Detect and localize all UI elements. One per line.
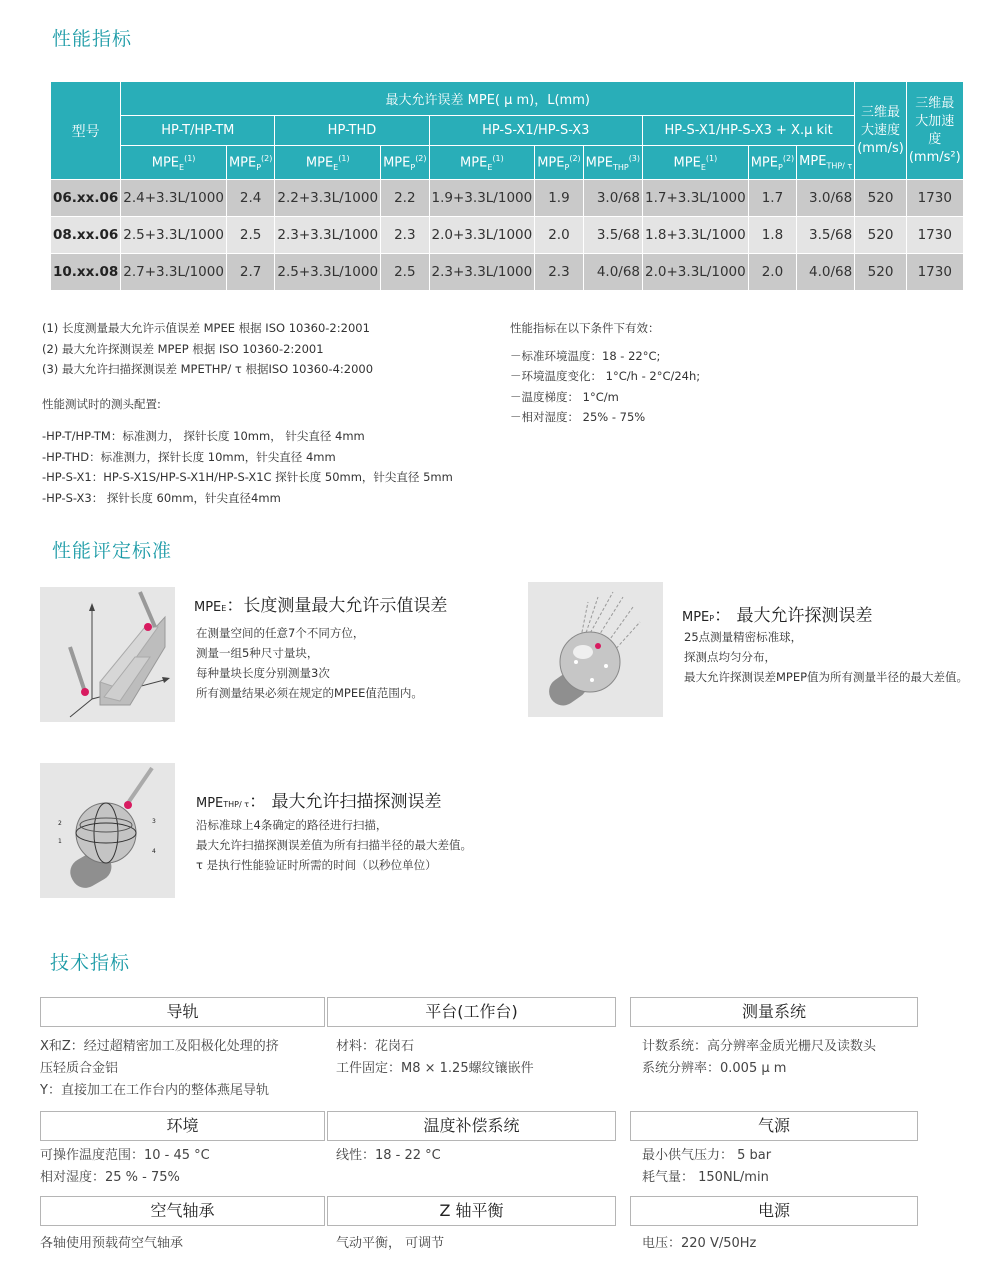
table-cell: 4.0/68	[797, 254, 855, 291]
spec-title: Z 轴平衡	[327, 1196, 616, 1226]
spec-line: 相对湿度：25 % - 75%	[40, 1170, 180, 1185]
config-line: -HP-S-X1：HP-S-X1S/HP-S-X1H/HP-S-X1C 探针长度 50mm，针尖直径 5mm	[42, 470, 453, 484]
spec-line: 材料：花岗石	[336, 1039, 415, 1054]
spec-line: 气动平衡， 可调节	[336, 1236, 445, 1251]
table-cell: 4.0/68	[583, 254, 642, 291]
table-cell: 1.8	[748, 217, 796, 254]
mpee-line: 每种量块长度分别测量3次	[196, 666, 330, 680]
spec-line: X和Z：经过超精密加工及阳极化处理的挤	[40, 1039, 279, 1054]
scanning-sphere-image	[40, 763, 175, 898]
spec-line: 压轻质合金铝	[40, 1061, 119, 1076]
table-cell: 1730	[906, 217, 963, 254]
mpep-line: 25点测量精密标准球，	[684, 630, 803, 644]
spec-body	[40, 1036, 335, 1102]
table-cell: 2.0+3.3L/1000	[643, 254, 749, 291]
conditions-title: 性能指标在以下条件下有效：	[510, 321, 660, 335]
mpethp-line: τ 是执行性能验证时所需的时间（以秒位单位）	[196, 858, 437, 872]
table-cell: 2.3+3.3L/1000	[275, 217, 381, 254]
spec-line: 耗气量： 150NL/min	[642, 1170, 769, 1185]
sub-header-mpethp: $MPE_{THP}^{(3)}$	[583, 146, 642, 180]
table-cell: 2.0	[535, 217, 583, 254]
table-cell: 2.4	[226, 180, 274, 217]
table-cell: 520	[855, 217, 907, 254]
table-cell: 1.7	[748, 180, 796, 217]
sub-header-mpethp-t: $MPE_{THP/ \tau}$	[797, 146, 855, 180]
mpee-title: MPEE：长度测量最大允许示值误差	[194, 596, 448, 616]
config-line: -HP-S-X3： 探针长度 60mm，针尖直径4mm	[42, 490, 281, 505]
spec-line: 可操作温度范围：10 - 45 °C	[40, 1148, 210, 1163]
notes-right	[510, 318, 930, 428]
spec-line: 计数系统：高分辨率金质光栅尺及读数头	[642, 1039, 877, 1054]
table-cell: 1730	[906, 180, 963, 217]
table-cell: 1.9+3.3L/1000	[429, 180, 535, 217]
speed-header: 三维最大速度(mm/s)	[855, 82, 907, 180]
path-label: 4	[152, 848, 156, 855]
group-header-hp-s: HP-S-X1/HP-S-X3	[429, 116, 643, 146]
spec-title: 空气轴承	[40, 1196, 325, 1226]
table-row	[51, 254, 964, 291]
mpethp-title: MPETHP/ τ： 最大允许扫描探测误差	[196, 792, 442, 812]
mpee-line: 在测量空间的任意7个不同方位，	[196, 626, 365, 640]
model-cell: 10.xx.08	[51, 254, 121, 291]
path-label: 2	[58, 820, 62, 827]
condition-line: －环境温度变化： 1°C/h - 2°C/24h;	[510, 369, 701, 383]
table-cell: 2.7+3.3L/1000	[121, 254, 227, 291]
accel-header: 三维最大加速度(mm/s²)	[906, 82, 963, 180]
sub-header-mpep: $MPE_P^{(2)}$	[381, 146, 429, 180]
spec-title: 温度补偿系统	[327, 1111, 616, 1141]
mpep-line: 最大允许探测误差MPEP值为所有测量半径的最大差值。	[684, 670, 969, 684]
gauge-block-image	[40, 587, 175, 722]
sub-header-mpep: $MPE_P^{(2)}$	[226, 146, 274, 180]
note-2: (2) 最大允许探测误差 MPEP 根据 ISO 10360-2:2001	[42, 341, 324, 356]
section-title-performance: 性能指标	[52, 28, 133, 50]
mpee-description	[196, 623, 423, 703]
table-cell: 2.5+3.3L/1000	[275, 254, 381, 291]
spec-title: 环境	[40, 1111, 325, 1141]
sub-header-mpep: $MPE_P^{(2)}$	[748, 146, 796, 180]
group-header-hp-thd: HP-THD	[275, 116, 429, 146]
spec-body	[642, 1233, 940, 1255]
spec-title: 导轨	[40, 997, 325, 1027]
table-cell: 2.5	[381, 254, 429, 291]
table-cell: 3.5/68	[583, 217, 642, 254]
table-cell: 2.5	[226, 217, 274, 254]
sub-header-mpee: $MPE_E^{(1)}$	[429, 146, 535, 180]
spec-line: 电压：220 V/50Hz	[642, 1236, 757, 1251]
spec-title: 气源	[630, 1111, 918, 1141]
mpep-title: MPEP： 最大允许探测误差	[682, 606, 873, 626]
sub-header-mpee: $MPE_E^{(1)}$	[121, 146, 227, 180]
table-cell: 520	[855, 254, 907, 291]
spec-title: 电源	[630, 1196, 918, 1226]
config-title: 性能测试时的测头配置:	[42, 396, 161, 411]
section-title-technical: 技术指标	[50, 952, 131, 974]
table-cell: 1.8+3.3L/1000	[643, 217, 749, 254]
model-cell: 08.xx.06	[51, 217, 121, 254]
path-label: 1	[58, 838, 62, 845]
probing-sphere-image	[528, 582, 663, 717]
spec-body	[40, 1233, 335, 1255]
model-cell: 06.xx.06	[51, 180, 121, 217]
config-line: -HP-THD：标准测力，探针长度 10mm，针尖直径 4mm	[42, 449, 336, 464]
mpee-line: 测量一组5种尺寸量块，	[196, 646, 319, 660]
path-label: 3	[152, 818, 156, 825]
spec-line: 最小供气压力： 5 bar	[642, 1148, 772, 1163]
note-3: (3) 最大允许扫描探测误差 MPETHP/ τ 根据ISO 10360-4:2000	[42, 362, 374, 376]
sub-header-mpee: $MPE_E^{(1)}$	[275, 146, 381, 180]
table-cell: 1.7+3.3L/1000	[643, 180, 749, 217]
table-row	[51, 180, 964, 217]
table-cell: 2.4+3.3L/1000	[121, 180, 227, 217]
spec-line: Y：直接加工在工作台内的整体燕尾导轨	[40, 1083, 269, 1098]
mpe-header: 最大允许误差 MPE( μ m)，L(mm)	[121, 82, 855, 116]
mpethp-line: 最大允许扫描探测误差值为所有扫描半径的最大差值。	[196, 838, 472, 852]
group-header-hp-t: HP-T/HP-TM	[121, 116, 275, 146]
table-cell: 1.9	[535, 180, 583, 217]
group-header-hp-s-kit: HP-S-X1/HP-S-X3 + X.μ kit	[643, 116, 855, 146]
spec-body	[336, 1145, 635, 1167]
table-cell: 2.2+3.3L/1000	[275, 180, 381, 217]
notes-left	[42, 318, 502, 508]
table-row	[51, 217, 964, 254]
spec-body	[642, 1145, 940, 1189]
table-cell: 3.0/68	[797, 180, 855, 217]
spec-line: 系统分辨率：0.005 μ m	[642, 1061, 787, 1076]
note-1: (1) 长度测量最大允许示值误差 MPEE 根据 ISO 10360-2:2001	[42, 321, 370, 335]
spec-line: 各轴使用预载荷空气轴承	[40, 1236, 184, 1251]
condition-line: －标准环境温度：18 - 22°C;	[510, 348, 661, 363]
performance-table	[50, 81, 964, 291]
mpethp-description	[196, 815, 472, 875]
table-cell: 2.2	[381, 180, 429, 217]
table-cell: 3.0/68	[583, 180, 642, 217]
table-cell: 2.3+3.3L/1000	[429, 254, 535, 291]
spec-body	[336, 1233, 635, 1255]
config-line: -HP-T/HP-TM：标准测力， 探针长度 10mm， 针尖直径 4mm	[42, 429, 365, 443]
spec-body	[40, 1145, 335, 1189]
spec-body	[336, 1036, 635, 1080]
spec-title: 平台(工作台)	[327, 997, 616, 1027]
spec-line: 线性：18 - 22 °C	[336, 1148, 441, 1163]
mpep-description	[684, 627, 968, 687]
table-cell: 1730	[906, 254, 963, 291]
spec-body	[642, 1036, 940, 1080]
table-cell: 2.0+3.3L/1000	[429, 217, 535, 254]
sub-header-mpee: $MPE_E^{(1)}$	[643, 146, 749, 180]
spec-title: 测量系统	[630, 997, 918, 1027]
table-cell: 2.3	[535, 254, 583, 291]
mpep-line: 探测点均匀分布，	[684, 650, 776, 664]
spec-line: 工件固定：M8 × 1.25螺纹镶嵌件	[336, 1061, 534, 1076]
table-cell: 3.5/68	[797, 217, 855, 254]
table-cell: 2.7	[226, 254, 274, 291]
table-cell: 2.5+3.3L/1000	[121, 217, 227, 254]
table-cell: 2.0	[748, 254, 796, 291]
section-title-evaluation: 性能评定标准	[52, 540, 173, 562]
sub-header-mpep: $MPE_P^{(2)}$	[535, 146, 583, 180]
condition-line: －温度梯度： 1°C/m	[510, 389, 619, 404]
mpethp-line: 沿标准球上4条确定的路径进行扫描，	[196, 818, 388, 832]
mpee-line: 所有测量结果必须在规定的MPEE值范围内。	[196, 686, 423, 700]
condition-line: －相对湿度： 25% - 75%	[510, 410, 646, 424]
model-header: 型号	[51, 82, 121, 180]
table-cell: 2.3	[381, 217, 429, 254]
table-cell: 520	[855, 180, 907, 217]
